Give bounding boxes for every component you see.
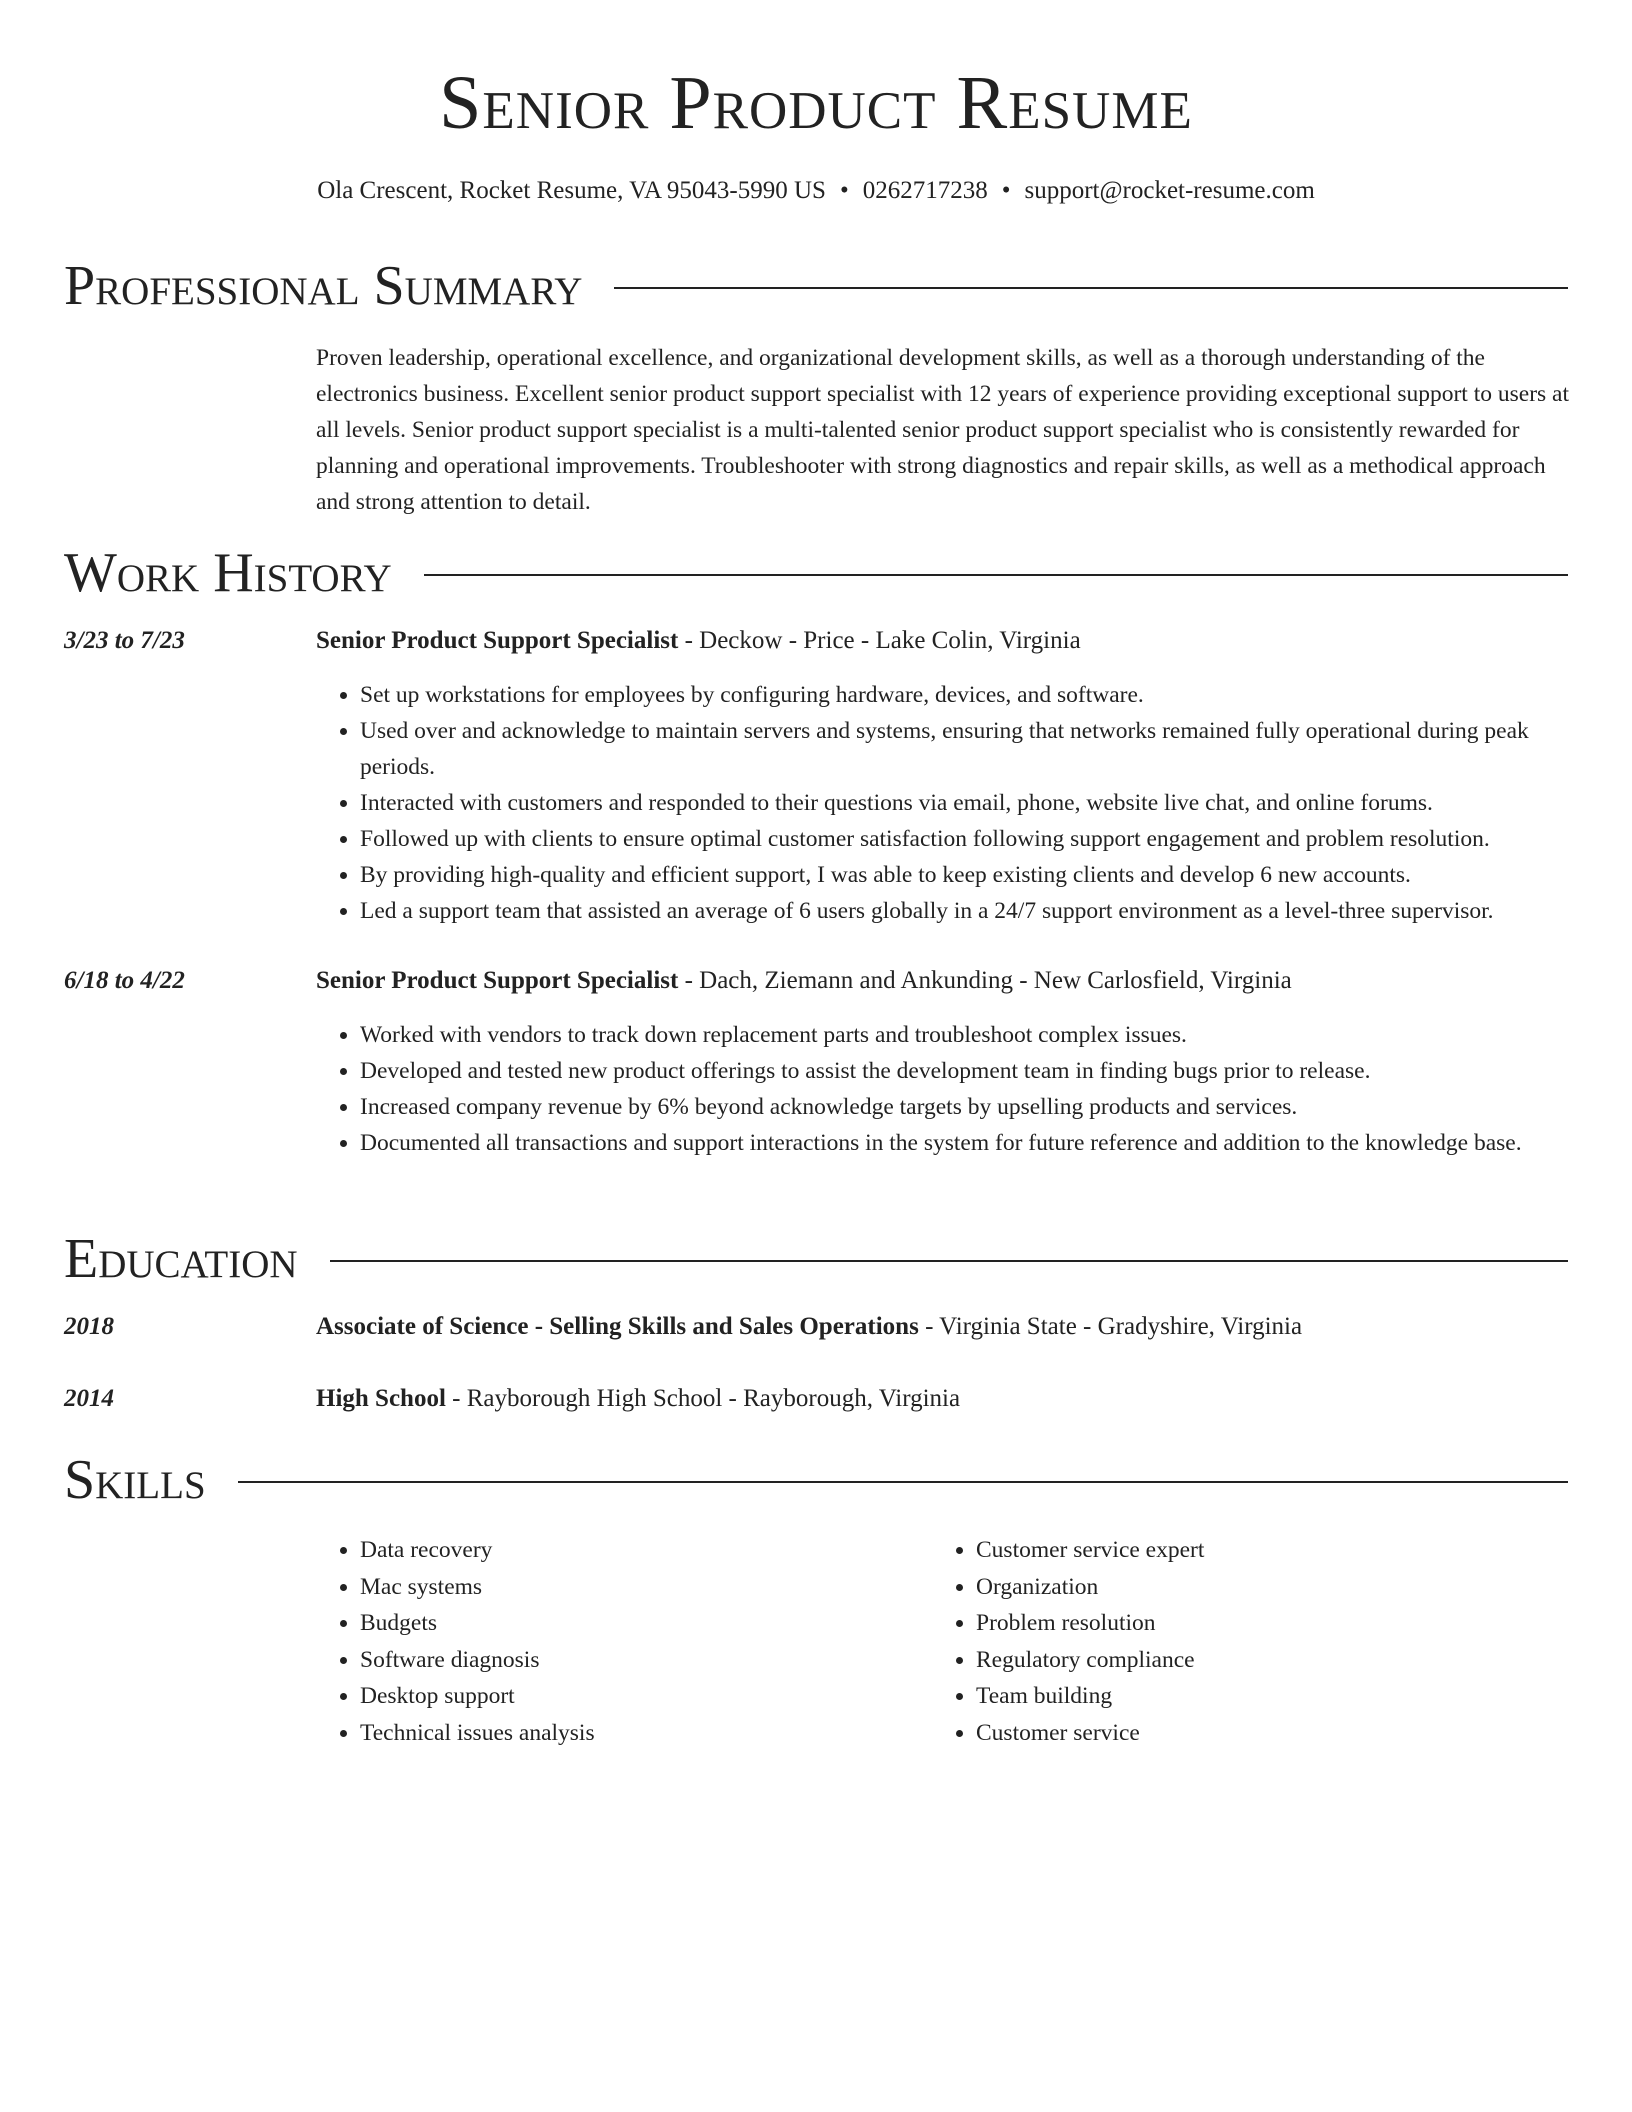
skill-item: • Regulatory compliance: [976, 1642, 1572, 1679]
job-bullets: [316, 1017, 1572, 1161]
skill-item: • Software diagnosis: [360, 1642, 876, 1679]
job-bullet: • Worked with vendors to track down replacement parts and troubleshoot complex issues.: [360, 1017, 1572, 1053]
job-bullet: • Increased company revenue by 6% beyond acknowledge targets by upselling products and services.: [360, 1089, 1572, 1125]
summary-text: Proven leadership, operational excellence, and organizational development skills, as well as a thorough understanding of the electronics business. Excellent senior product support specialist with 12 years of experience providing exceptional support to users at all levels. Senior product support specialist is a multi-talented senior product support specialist who is consistently rewarded for planning and operational improvements. Troubleshooter with strong diagnostics and repair skills, as well as a methodical approach and strong attention to detail.: [316, 345, 1569, 515]
skill-item: • Problem resolution: [976, 1605, 1572, 1642]
contact-separator: •: [1001, 177, 1011, 204]
education-degree: Associate of Science - Selling Skills and Sales Operations: [316, 1313, 919, 1340]
section-header-summary: [64, 254, 1568, 318]
job-details: - Dach, Ziemann and Ankunding - New Carlosfield, Virginia: [678, 967, 1292, 994]
education-details: - Virginia State - Gradyshire, Virginia: [918, 1313, 1303, 1340]
job-bullet: • Led a support team that assisted an average of 6 users globally in a 24/7 support environment as a level-three supervisor.: [360, 893, 1572, 929]
job-bullet: • Used over and acknowledge to maintain servers and systems, ensuring that networks remained fully operational during peak periods.: [360, 713, 1572, 785]
section-divider: [424, 574, 1568, 576]
section-header-work: [64, 541, 1568, 605]
job-bullet: • Documented all transactions and support interactions in the system for future reference and addition to the knowledge base.: [360, 1125, 1572, 1161]
job-details: - Deckow - Price - Lake Colin, Virginia: [678, 627, 1081, 654]
job-bullet: • Followed up with clients to ensure optimal customer satisfaction following support engagement and problem resolution.: [360, 821, 1572, 857]
section-title-skills: Skills: [64, 1449, 206, 1511]
skill-item: • Mac systems: [360, 1569, 876, 1606]
job-title: Senior Product Support Specialist: [316, 967, 679, 994]
contact-email: support@rocket-resume.com: [1024, 177, 1315, 204]
section-header-education: [64, 1227, 1568, 1291]
section-title-education: Education: [64, 1228, 298, 1290]
skill-item: • Data recovery: [360, 1532, 876, 1569]
job-dates: 3/23 to 7/23: [64, 627, 185, 654]
section-divider: [330, 1260, 1568, 1262]
education-year: 2018: [64, 1313, 114, 1340]
skills-list-left: [316, 1532, 876, 1751]
resume-name: Senior Product Resume: [439, 61, 1193, 145]
education-degree: High School: [316, 1385, 446, 1412]
job-bullet: • Set up workstations for employees by configuring hardware, devices, and software.: [360, 677, 1572, 713]
job-bullet: • By providing high-quality and efficient support, I was able to keep existing clients and develop 6 new accounts.: [360, 857, 1572, 893]
skill-item: • Team building: [976, 1678, 1572, 1715]
education-heading: [316, 1381, 1572, 1417]
skill-item: • Customer service expert: [976, 1532, 1572, 1569]
contact-line: [0, 174, 1632, 208]
skill-item: • Organization: [976, 1569, 1572, 1606]
skill-item: • Customer service: [976, 1715, 1572, 1752]
skill-item: • Technical issues analysis: [360, 1715, 876, 1752]
job-heading: [316, 623, 1572, 659]
job-bullets: [316, 677, 1572, 929]
section-title-summary: Professional Summary: [64, 255, 583, 317]
section-divider: [614, 287, 1568, 289]
job-title: Senior Product Support Specialist: [316, 627, 679, 654]
education-details: - Rayborough High School - Rayborough, Virginia: [445, 1385, 961, 1412]
skills-list-right: [932, 1532, 1572, 1751]
job-bullet: • Interacted with customers and responded to their questions via email, phone, website live chat, and online forums.: [360, 785, 1572, 821]
contact-phone: 0262717238: [862, 177, 988, 204]
job-dates: 6/18 to 4/22: [64, 967, 185, 994]
contact-address: Ola Crescent, Rocket Resume, VA 95043-5990 US: [317, 177, 826, 204]
skill-item: • Budgets: [360, 1605, 876, 1642]
education-heading: [316, 1309, 1572, 1345]
contact-separator: •: [839, 177, 849, 204]
job-heading: [316, 963, 1572, 999]
education-year: 2014: [64, 1385, 114, 1412]
section-title-work: Work History: [64, 542, 392, 604]
job-bullet: • Developed and tested new product offerings to assist the development team in finding bugs prior to release.: [360, 1053, 1572, 1089]
section-divider: [238, 1481, 1568, 1483]
section-header-skills: [64, 1448, 1568, 1512]
skill-item: • Desktop support: [360, 1678, 876, 1715]
